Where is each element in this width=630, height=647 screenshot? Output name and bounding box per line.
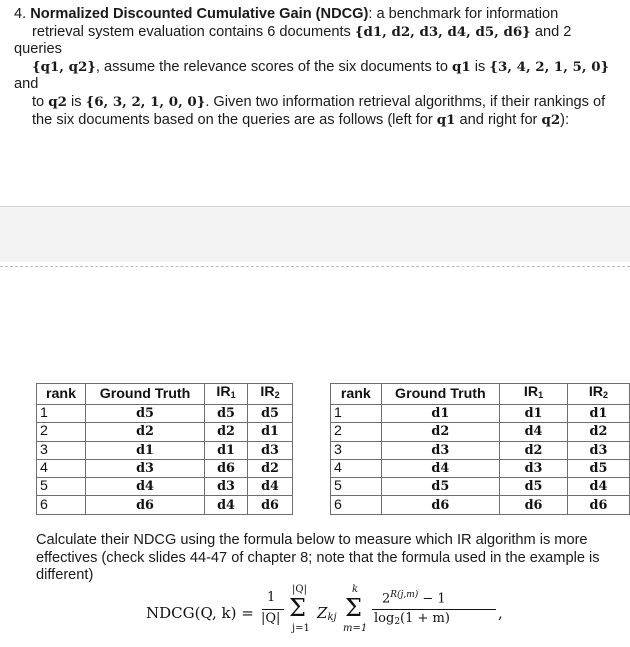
ranking-table-q2 [330, 383, 630, 515]
formula-m-index: m=1 [343, 623, 368, 634]
rank-cell: 1 [331, 405, 382, 423]
table-row [37, 478, 293, 496]
ir1-cell: d6 [205, 459, 248, 477]
formula-fraction-bar-2 [372, 609, 496, 610]
question-line2a: retrieval system evaluation contains 6 documents [32, 23, 355, 40]
dashed-divider [0, 266, 630, 267]
header-ir1: $IR_1$ [500, 384, 568, 405]
rank-cell: 2 [37, 423, 86, 441]
header-rank: rank [37, 384, 86, 405]
ir2-cell: d6 [567, 496, 629, 514]
ground-truth-cell: d2 [381, 423, 499, 441]
ir2-cell: d5 [248, 405, 293, 423]
ground-truth-cell: d6 [86, 496, 205, 514]
rank-cell: 5 [37, 478, 86, 496]
rank-cell: 1 [37, 405, 86, 423]
formula-denominator: $\log_2(1 + m)$ [374, 611, 450, 627]
ir1-cell: d5 [205, 405, 248, 423]
formula-abs-q-top: |Q| [292, 584, 307, 595]
question-line1: : a benchmark for information [368, 6, 559, 22]
rank-cell: 4 [331, 459, 382, 477]
q1-label: q1 [452, 58, 471, 75]
ir2-cell: d2 [567, 423, 629, 441]
table-row [37, 441, 293, 459]
table-row [37, 405, 293, 423]
header-ground-truth: Ground Truth [381, 384, 499, 405]
formula-k-top: k [352, 584, 359, 595]
question-line5c: ): [560, 111, 570, 128]
ir1-cell: d1 [500, 405, 568, 423]
rank-cell: 5 [331, 478, 382, 496]
formula-j-index: j=1 [292, 623, 310, 634]
table-row [37, 459, 293, 477]
ir2-cell: d1 [248, 423, 293, 441]
ground-truth-cell: d5 [381, 478, 499, 496]
table-row [331, 441, 630, 459]
table-header-row [331, 384, 630, 405]
ir2-cell: d4 [567, 478, 629, 496]
instructions-text: Calculate their NDCG using the formula below to measure which IR algorithm is more effectives (check slides 44-47 of chapter 8; note that the formula used in the example is different) [36, 532, 600, 584]
table-row [331, 459, 630, 477]
q2-label: q2 [48, 93, 67, 110]
formula-numerator: $2^{R(j,m)} - 1$ [382, 590, 446, 607]
rank-cell: 6 [37, 496, 86, 514]
question-line5a: the six documents based on the queries are as follows (left for [32, 111, 437, 128]
queries-set: {q1, q2} [32, 58, 96, 75]
rank-cell: 3 [37, 441, 86, 459]
ground-truth-cell: d3 [86, 459, 205, 477]
formula-lhs: NDCG(Q, k) = [146, 604, 254, 622]
table-row [331, 423, 630, 441]
formula-sigma-1: Σ [289, 594, 306, 622]
q1-label-2: q1 [436, 111, 456, 128]
header-rank: rank [331, 384, 382, 405]
question-line4c: . Given two information retrieval algorithms, if their rankings of [205, 93, 606, 110]
ground-truth-cell: d2 [86, 423, 205, 441]
ground-truth-cell: d5 [86, 405, 205, 423]
rank-cell: 6 [331, 496, 382, 514]
header-ir1: $IR_1$ [205, 384, 248, 405]
formula-one: 1 [267, 590, 276, 605]
question-number: 4. [14, 6, 27, 22]
question-text [14, 6, 620, 129]
header-ir2: $IR_2$ [567, 384, 629, 405]
ir1-cell: d3 [500, 459, 568, 477]
ir1-cell: d2 [500, 441, 568, 459]
ir1-cell: d5 [500, 478, 568, 496]
table-row [37, 423, 293, 441]
answer-area-band [0, 206, 630, 262]
question-line4b: is [66, 93, 86, 110]
scores-q2: {6, 3, 2, 1, 0, 0} [85, 93, 206, 110]
question-line3a: , assume the relevance scores of the six documents to [95, 58, 453, 75]
rank-cell: 2 [331, 423, 382, 441]
ir2-cell: d6 [248, 496, 293, 514]
ground-truth-cell: d1 [86, 441, 205, 459]
ir1-cell: d3 [205, 478, 248, 496]
formula-z: $Z_{kj}$ [317, 604, 337, 623]
table-row [331, 496, 630, 514]
question-title: Normalized Discounted Cumulative Gain (NDCG) [30, 6, 369, 22]
header-ir2: $IR_2$ [248, 384, 293, 405]
ir1-cell: d6 [500, 496, 568, 514]
table-row [331, 405, 630, 423]
table-header-row [37, 384, 293, 405]
q2-label-2: q2 [541, 111, 561, 128]
ground-truth-cell: d3 [381, 441, 499, 459]
ir1-cell: d4 [500, 423, 568, 441]
table-row [37, 496, 293, 514]
ground-truth-cell: d4 [381, 459, 499, 477]
ground-truth-cell: d6 [381, 496, 499, 514]
header-ground-truth: Ground Truth [86, 384, 205, 405]
ir1-cell: d1 [205, 441, 248, 459]
ground-truth-cell: d4 [86, 478, 205, 496]
question-line5b: and right for [455, 111, 542, 128]
ndcg-formula [146, 586, 526, 646]
ground-truth-cell: d1 [381, 405, 499, 423]
ir2-cell: d4 [248, 478, 293, 496]
ranking-table-q1 [36, 383, 293, 515]
rank-cell: 3 [331, 441, 382, 459]
question-line3c: and [14, 76, 39, 93]
ir2-cell: d3 [567, 441, 629, 459]
question-line3b: is [470, 58, 490, 75]
formula-abs-q-den: |Q| [261, 611, 281, 626]
formula-sigma-2: Σ [345, 594, 362, 622]
formula-fraction-bar-1 [262, 609, 284, 610]
ir1-cell: d4 [205, 496, 248, 514]
question-line2b: and 2 queries [14, 23, 572, 58]
question-line4a: to [32, 93, 49, 110]
ir2-cell: d3 [248, 441, 293, 459]
formula-comma: , [498, 604, 503, 622]
ir2-cell: d5 [567, 459, 629, 477]
table-row [331, 478, 630, 496]
ir2-cell: d1 [567, 405, 629, 423]
rank-cell: 4 [37, 459, 86, 477]
documents-set: {d1, d2, d3, d4, d5, d6} [354, 23, 531, 40]
ir2-cell: d2 [248, 459, 293, 477]
scores-q1: {3, 4, 2, 1, 5, 0} [489, 58, 610, 75]
ir1-cell: d2 [205, 423, 248, 441]
